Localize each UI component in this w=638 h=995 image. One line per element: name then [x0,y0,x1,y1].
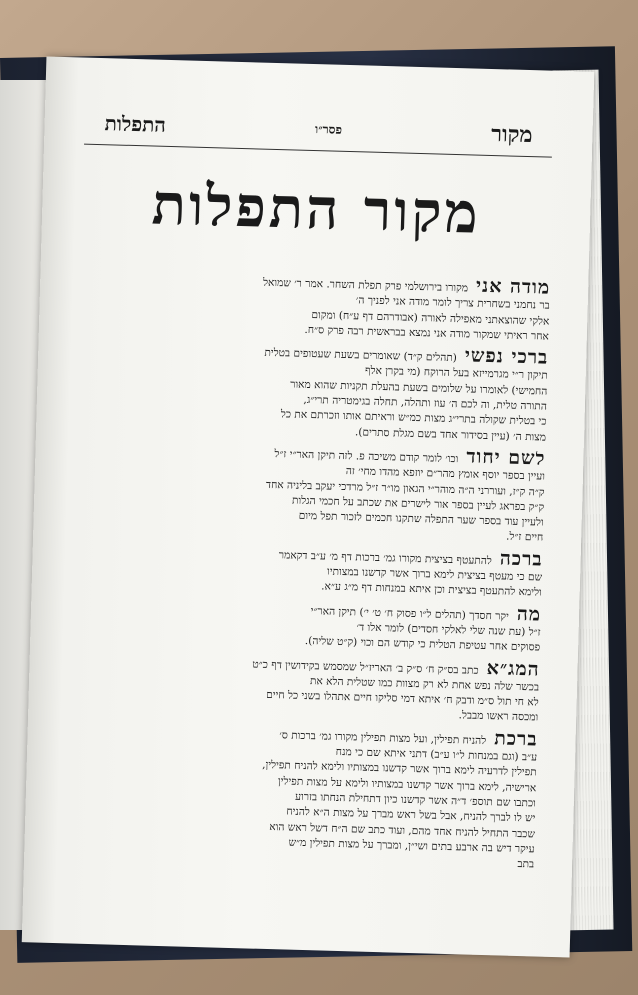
text-line: וכתבו שם תוספ׳ ד״ה אשר קדשנו כיון דתחילת הנחתו בזרוע [294,790,536,810]
text-line: מצות ה׳ (עיין בסידור אחד בשם מגלת סתרים). [354,425,547,444]
paragraph [70,338,548,446]
text-line: כי בטלית שקולה בתרי״ג מצות כמ״ש וראיתם אותו וזכרתם את כל [280,408,547,428]
text-line: ק״ק בפראג לעיין בספר אור לישרים את שכתב על חכמי הגלות [291,494,545,514]
line-text: (תהלים ק״ד) שאומרים בשעת שעטופים בטלית [264,346,458,365]
text-line: אחר ראיתי שמקור מודה אני נמצא בבראשית רבה פרק ס״ח. [304,323,550,343]
line-text: יקר חסדך (תהלים ל״ו פסוק ח׳ ט׳ י׳) תיקן האר״י [310,604,509,623]
text-line: תיקון ר״י מגרמייזא בעל הרוקח (מי בקרן אלף [364,365,548,383]
paragraph [62,649,540,726]
text-line: בתב [517,858,535,871]
line-text: וכו׳ לומר קודם משיכה פ. לזה תיקן האר״י ז״ל [274,448,459,466]
paragraph-heading: לשם יחוד [466,445,546,470]
text-line: ארישיה, לימא ברוך אשר קדשנו במצותיו ולימא על מצות תפילין [277,774,537,795]
line-text: להניח תפילין, ועל מצות תפילין מקורו גמ׳ ברכות ס׳ [279,729,487,747]
text-line: החמישי) לאומרו על שלומים בשעת בהעלת תקניות שהוא מאור [290,378,548,398]
text-line: פסוקים אחר עטיפת הטלית כי קודש הם וכוי (ק״ט שליה). [304,635,541,654]
text-line: בר נחמני בשחרית צריך לומר מודה אני לפניך ה׳ [355,294,550,312]
paragraph-heading: המג״א [486,656,540,681]
header-page-marker: פסר״ו [314,121,343,137]
text-line: ועיין בספר יוסף אומץ מהר״ם יוזפא מהדו מחי׳ זה [345,465,546,483]
line-text: מקורו בירושלמי פרק תפלת השחר. אמר ר׳ שמואל [262,276,469,295]
text-line: יש לו לברך להניח, אבל בשל ראש מברך על מצות ה״א להניח [286,805,536,825]
paragraph-heading: ברכה [499,547,543,571]
text-line: תפילין לדרעיה לימא ברוך אשר קדשנו במצותיו ולימא להניח תפילין, [262,759,537,779]
text-line: בכשר שלה נפש אחת לא רק מצוות כמו שטלית הלא את [309,674,540,694]
text-line: שם כי מעטף בציצית לימא ברוך אשר קדשנו במצותיו [326,565,543,584]
paragraph-heading: ברכת [493,727,538,751]
text-line: ולעיין עוד בספר שער התפלה שתקנו חכמים לזכור תפל מיום [298,509,544,529]
text-line: עיקר דיש בה ארבע בתים ושי״ן, ומברך על מצות תפילין מ״ש [288,836,535,856]
text-line: ע״ב (וגם במנחות ל״ו ע״ב) דתני איתא שם כי מנח [335,745,538,764]
text-line: שכבר התחיל להניח אחד מהם, ועוד כתב שם ה״ח דשל ראש הוא [269,820,536,840]
page-title: מקור התפלות [150,171,482,247]
paragraph [73,267,551,344]
body-text [58,267,551,878]
paragraph-heading: מה [516,602,542,626]
paragraph-heading: מודה אני [475,274,551,299]
header-book-name: מקור [490,120,533,149]
text-line: ק״ה ק״ז, ועוררני ה״ה מוהר״י הגאון מו״ר ז״ל מרדכי יעקב בליניה אחד [265,478,545,499]
paragraph [58,719,538,873]
paragraph-heading: ברכי נפשי [464,344,549,369]
text-line: ולימא להתעטף בציצית וכן איתא במנחות דף מ״ג ע״א. [321,580,542,599]
paragraph [64,594,541,656]
text-line: ז״ל (עת שנה שלי לאלקי חסדים) לומר אלו ד׳ [356,621,541,639]
text-line: חיים ז״ל. [505,530,544,545]
line-text: להתעטף בציצית מקורו גמ׳ ברכות דף מ׳ ע״ב דקאמר [278,548,493,567]
book-page [22,57,595,958]
paragraph [66,539,543,601]
text-line: ומכסה ראשו מבבל. [458,709,539,724]
header-section-name: התפלות [104,110,167,137]
paragraph [67,438,545,546]
text-line: התורה טלית, וה לכם ה׳ עוז ותהלה, תחלה בגימטריה תרי״ג, [303,393,548,413]
text-line: לא חי תול ס״מ ודבק ח׳ איתא דמי סליקו חיים אתהלו בשני כל חיים [266,689,539,709]
text-line: אלקי שהוצאתני מאפילה לאורה (אבודרהם דף ע״ח) ומקום [311,308,550,328]
line-text: כתב בס״ק ח׳ ס״ק ב׳ האריז״ל שמסמש בקידושין דף כ״ט [252,658,479,677]
